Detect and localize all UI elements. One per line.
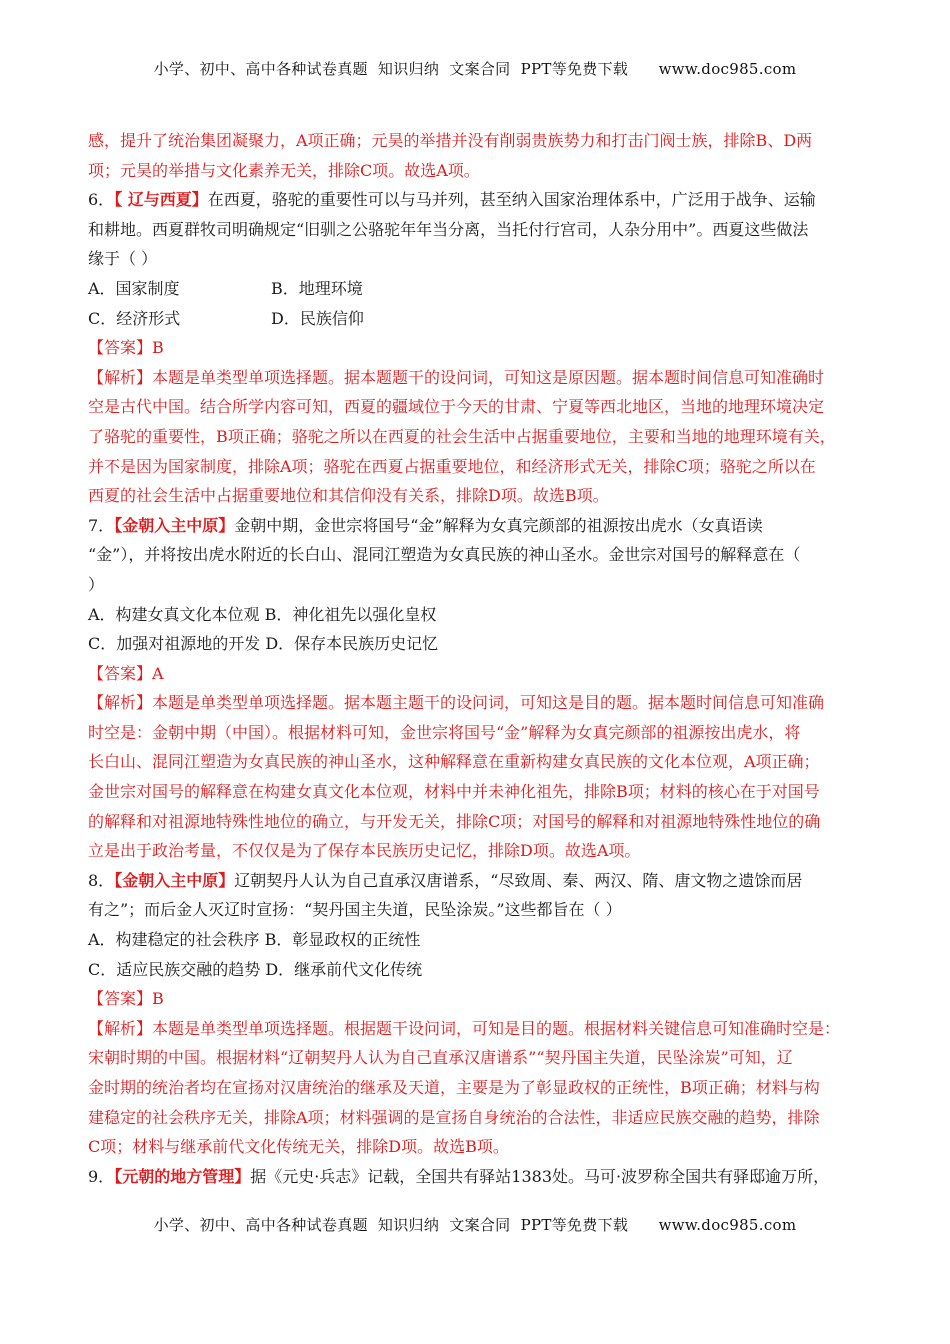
option-a: A．国家制度	[88, 278, 180, 298]
analysis-line: 感，提升了统治集团凝聚力，A项正确；元昊的举措并没有削弱贵族势力和打击门阀士族，排除B、D两	[88, 131, 813, 150]
question-8-stem: 有之”；而后金人灭辽时宣扬：“契丹国主失道，民坠涂炭。”这些都旨在（ ）	[88, 900, 622, 920]
page-footer: 小学、初中、高中各种试卷真题 知识归纳 文案合同 PPT等免费下载 www.doc985.com	[153, 1216, 797, 1234]
question-9-stem: 9．【元朝的地方管理】据《元史·兵志》记载，全国共有驿站1383处。马可·波罗称全国共有驿邸逾万所，	[88, 1166, 830, 1186]
analysis-line: 【解析】本题是单类型单项选择题。据本题主题干的设问词，可知这是目的题。据本题时间信息可知准确	[88, 693, 825, 713]
question-number: 9．	[88, 1166, 115, 1186]
analysis-line: 空是古代中国。结合所学内容可知，西夏的疆域位于今天的甘肃、宁夏等西北地区，当地的地理环境决定	[88, 397, 825, 417]
analysis-line: 项；元昊的举措与文化素养无关，排除C项。故选A项。	[88, 160, 480, 180]
option-c: C．经济形式	[88, 308, 181, 328]
answer-line: 【答案】B	[88, 338, 164, 358]
question-6-stem: 6．【 辽与西夏】在西夏，骆驼的重要性可以与马并列，甚至纳入国家治理体系中，广泛用于战争、运输	[88, 190, 816, 210]
analysis-line: 的解释和对祖源地特殊性地位的确立，与开发无关，排除C项；对国号的解释和对祖源地特殊性地位的确	[88, 811, 821, 831]
analysis-line: 建稳定的社会秩序无关，排除A项；材料强调的是宣扬自身统治的合法性，非适应民族交融的趋势，排除	[88, 1107, 820, 1127]
analysis-line: 并不是因为国家制度，排除A项；骆驼在西夏占据重要地位，和经济形式无关，排除C项；骆驼之所以在	[88, 456, 816, 476]
question-number: 6．	[88, 190, 115, 210]
topic-tag: 【金朝入主中原】	[114, 870, 235, 890]
topic-tag: 【金朝入主中原】	[114, 515, 235, 535]
question-8-options: C．适应民族交融的趋势 D．继承前代文化传统	[88, 959, 423, 979]
analysis-line: 立是出于政治考量，不仅仅是为了保存本民族历史记忆，排除D项。故选A项。	[88, 841, 641, 861]
analysis-line: C项；材料与继承前代文化传统无关，排除D项。故选B项。	[88, 1137, 509, 1157]
analysis-line: 【解析】本题是单类型单项选择题。据本题题干的设问词，可知这是原因题。据本题时间信息可知准确时	[88, 367, 825, 387]
analysis-line: 金时期的统治者均在宣扬对汉唐统治的继承及天道，主要是为了彰显政权的正统性，B项正确；材料与构	[88, 1078, 820, 1097]
analysis-line: 【解析】本题是单类型单项选择题。根据题干设问词，可知是目的题。根据材料关键信息可知准确时空是：	[88, 1018, 841, 1038]
question-7-options: A．构建女真文化本位观 B．神化祖先以强化皇权	[88, 604, 437, 624]
analysis-line: 了骆驼的重要性，B项正确；骆驼之所以在西夏的社会生活中占据重要地位，主要和当地的地理环境有关，	[88, 426, 836, 446]
option-b: B．地理环境	[271, 278, 363, 298]
question-8-stem: 8．【金朝入主中原】辽朝契丹人认为自己直承汉唐谱系，“尽致周、秦、两汉、隋、唐文物之遗馀而居	[88, 870, 803, 890]
analysis-line: 金世宗对国号的解释意在构建女真文化本位观，材料中并未神化祖先，排除B项；材料的核心在于对国号	[88, 782, 820, 802]
question-7-stem: 7．【金朝入主中原】金朝中期，金世宗将国号“金”解释为女真完颜部的祖源按出虎水（女真语读	[88, 515, 763, 535]
question-number: 7．	[88, 515, 115, 535]
question-6-options	[88, 274, 864, 304]
topic-tag: 【 辽与西夏】	[114, 190, 208, 210]
question-6-stem: 缘于（ ）	[88, 249, 158, 269]
analysis-line: 宋朝时期的中国。根据材料“辽朝契丹人认为自己直承汉唐谱系”“契丹国主失道，民坠涂炭”可知，辽	[88, 1048, 793, 1068]
question-7-stem: “金”），并将按出虎水附近的长白山、混同江塑造为女真民族的神山圣水。金世宗对国号的解释意在（	[88, 545, 801, 565]
question-number: 8．	[88, 870, 115, 890]
analysis-line: 长白山、混同江塑造为女真民族的神山圣水，这种解释意在重新构建女真民族的文化本位观，A项正确；	[88, 752, 820, 772]
answer-line: 【答案】A	[88, 663, 164, 683]
question-8-options: A．构建稳定的社会秩序 B．彰显政权的正统性	[88, 930, 421, 950]
page-header: 小学、初中、高中各种试卷真题 知识归纳 文案合同 PPT等免费下载 www.doc985.com	[153, 60, 797, 78]
document-body	[88, 126, 864, 1191]
question-7-stem: ）	[88, 574, 105, 594]
question-7-options: C．加强对祖源地的开发 D．保存本民族历史记忆	[88, 634, 439, 654]
analysis-line: 时空是：金朝中期（中国）。根据材料可知，金世宗将国号“金”解释为女真完颜部的祖源按出虎水，将	[88, 722, 801, 742]
analysis-line: 西夏的社会生活中占据重要地位和其信仰没有关系，排除D项。故选B项。	[88, 486, 609, 506]
answer-line: 【答案】B	[88, 989, 164, 1009]
topic-tag: 【元朝的地方管理】	[114, 1166, 251, 1186]
question-6-stem: 和耕地。西夏群牧司明确规定“旧驯之公骆驼年年当分离，当托付行宫司，人杂分用中”。西夏这些做法	[88, 219, 809, 239]
option-d: D．民族信仰	[271, 308, 364, 328]
question-6-options	[88, 304, 864, 334]
